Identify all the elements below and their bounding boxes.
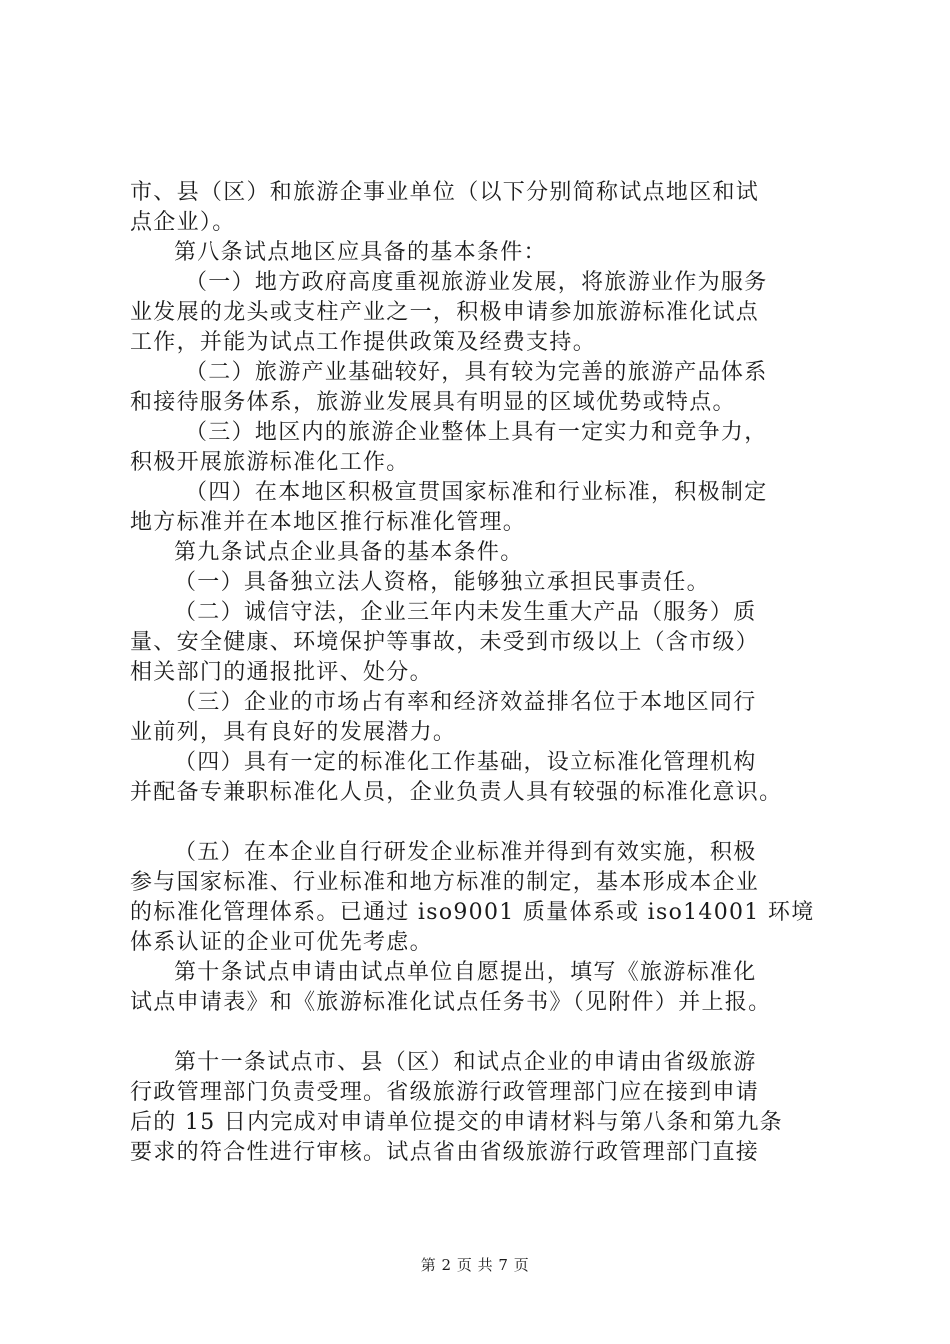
blank-line [130,1018,830,1048]
text-line: 第八条试点地区应具备的基本条件： [174,240,547,265]
blank-line [130,808,830,838]
text-line: （四）具有一定的标准化工作基础，设立标准化管理机构 [174,750,757,775]
text-line: （四）在本地区积极宣贯国家标准和行业标准，积极制定 [185,480,768,505]
text-line: 参与国家标准、行业标准和地方标准的制定，基本形成本企业 [130,870,760,895]
text-line: 量、安全健康、环境保护等事故，未受到市级以上（含市级） [130,630,760,655]
text-line: 相关部门的通报批评、处分。 [130,660,433,685]
text-line: （一）地方政府高度重视旅游业发展，将旅游业作为服务 [185,270,768,295]
text-line: 行政管理部门负责受理。省级旅游行政管理部门应在接到申请 [130,1080,760,1105]
text-line: 体系认证的企业可优先考虑。 [130,930,433,955]
text-line: 的标准化管理体系。已通过 iso9001 质量体系或 iso14001 环境 [130,900,815,925]
page-footer: 第 2 页 共 7 页 [420,1256,530,1274]
document-body [130,178,830,1168]
text-line: （二）诚信守法，企业三年内未发生重大产品（服务）质 [174,600,757,625]
text-line: 地方标准并在本地区推行标准化管理。 [130,510,527,535]
text-line: 后的 15 日内完成对申请单位提交的申请材料与第八条和第九条 [130,1110,783,1135]
text-line: 第九条试点企业具备的基本条件。 [174,540,524,565]
text-line: 第十条试点申请由试点单位自愿提出，填写《旅游标准化 [174,960,757,985]
text-line: 市、县（区）和旅游企事业单位（以下分别简称试点地区和试 [130,180,760,205]
text-line: 并配备专兼职标准化人员，企业负责人具有较强的标准化意识。 [130,780,783,805]
text-line: 要求的符合性进行审核。试点省由省级旅游行政管理部门直接 [130,1140,760,1165]
text-line: 业前列，具有良好的发展潜力。 [130,720,457,745]
text-line: 业发展的龙头或支柱产业之一，积极申请参加旅游标准化试点 [130,300,760,325]
text-line: 积极开展旅游标准化工作。 [130,450,410,475]
text-line: （二）旅游产业基础较好，具有较为完善的旅游产品体系 [185,360,768,385]
text-line: （三）企业的市场占有率和经济效益排名位于本地区同行 [174,690,757,715]
text-line: 工作，并能为试点工作提供政策及经费支持。 [130,330,597,355]
text-line: 点企业）。 [130,210,236,235]
text-line: 试点申请表》和《旅游标准化试点任务书》（见附件）并上报。 [130,990,772,1015]
text-line: 和接待服务体系，旅游业发展具有明显的区域优势或特点。 [130,390,736,415]
text-line: 第十一条试点市、县（区）和试点企业的申请由省级旅游 [174,1050,757,1075]
text-line: （三）地区内的旅游企业整体上具有一定实力和竞争力， [185,420,768,445]
text-line: （五）在本企业自行研发企业标准并得到有效实施，积极 [174,840,757,865]
text-line: （一）具备独立法人资格，能够独立承担民事责任。 [174,570,710,595]
